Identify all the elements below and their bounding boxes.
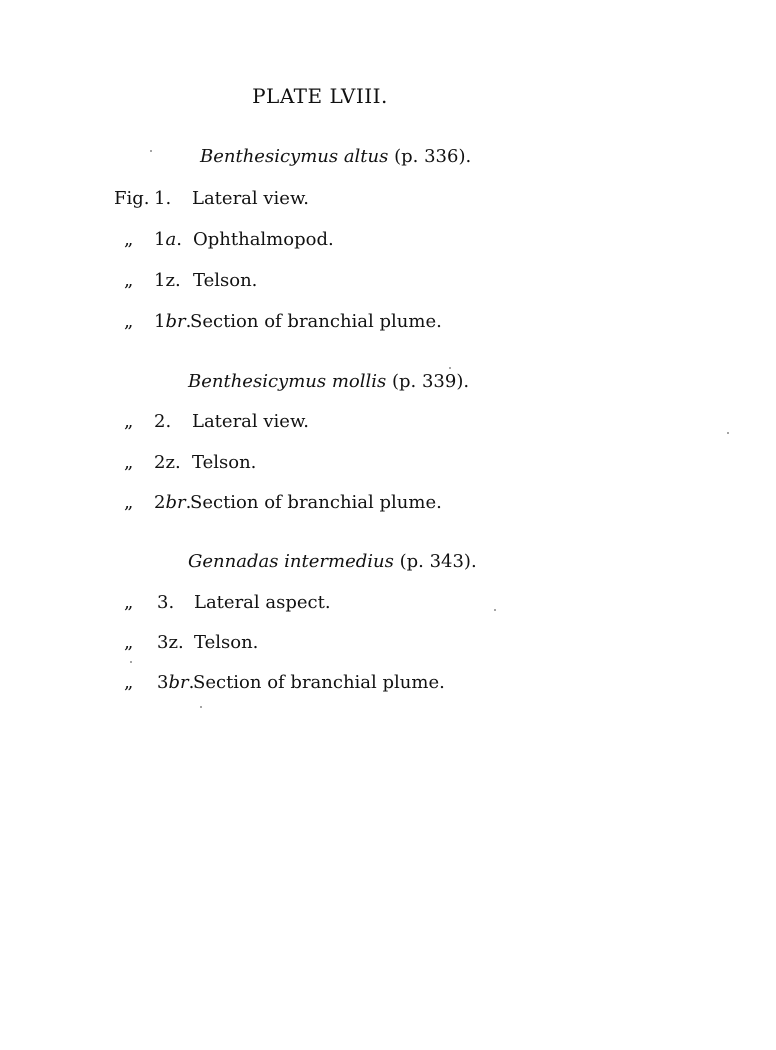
species-name: Benthesicymus mollis <box>188 371 387 392</box>
print-speck <box>727 432 729 434</box>
print-speck <box>150 150 152 152</box>
figure-description: Lateral view. <box>192 411 309 432</box>
plate-title: PLATE LVIII. <box>252 84 388 108</box>
species-name: Benthesicymus altus <box>200 146 389 167</box>
figure-number: 3z. <box>157 632 184 653</box>
ditto-mark: „ <box>124 270 134 291</box>
figure-description: Telson. <box>194 632 259 653</box>
print-speck <box>494 609 496 611</box>
ditto-mark: „ <box>124 632 134 653</box>
print-speck <box>130 661 132 663</box>
figure-number: 3br. <box>157 672 195 693</box>
figure-number: 2. <box>154 411 172 432</box>
ditto-mark: „ <box>124 492 134 513</box>
figure-label: Fig. <box>114 188 150 209</box>
ditto-mark: „ <box>124 229 134 250</box>
figure-description: Lateral view. <box>192 188 309 209</box>
figure-number: 1br. <box>154 311 192 332</box>
figure-description: Telson. <box>192 452 257 473</box>
page-reference: (p. 343). <box>399 551 477 572</box>
print-speck <box>449 367 451 369</box>
ditto-mark: „ <box>124 311 134 332</box>
ditto-mark: „ <box>124 672 134 693</box>
figure-number: 1z. <box>154 270 181 291</box>
figure-description: Section of branchial plume. <box>190 492 442 513</box>
figure-description: Telson. <box>193 270 258 291</box>
figure-number: 2z. <box>154 452 181 473</box>
page-reference: (p. 339). <box>391 371 470 392</box>
figure-number: 1. <box>154 188 172 209</box>
figure-description: Section of branchial plume. <box>193 672 445 693</box>
figure-number: 1a. <box>154 229 182 250</box>
print-speck <box>200 706 202 708</box>
species-heading-gennadas-intermedius <box>188 551 477 572</box>
figure-number: 3. <box>157 592 175 613</box>
ditto-mark: „ <box>124 452 134 473</box>
figure-description: Lateral aspect. <box>194 592 331 613</box>
figure-description: Ophthalmopod. <box>193 229 334 250</box>
species-name: Gennadas intermedius <box>188 551 394 572</box>
figure-number: 2br. <box>154 492 192 513</box>
figure-description: Section of branchial plume. <box>190 311 442 332</box>
ditto-mark: „ <box>124 592 134 613</box>
species-heading-benthesicymus-mollis <box>188 371 469 392</box>
ditto-mark: „ <box>124 411 134 432</box>
species-heading-benthesicymus-altus <box>200 146 471 167</box>
page-reference: (p. 336). <box>394 146 472 167</box>
